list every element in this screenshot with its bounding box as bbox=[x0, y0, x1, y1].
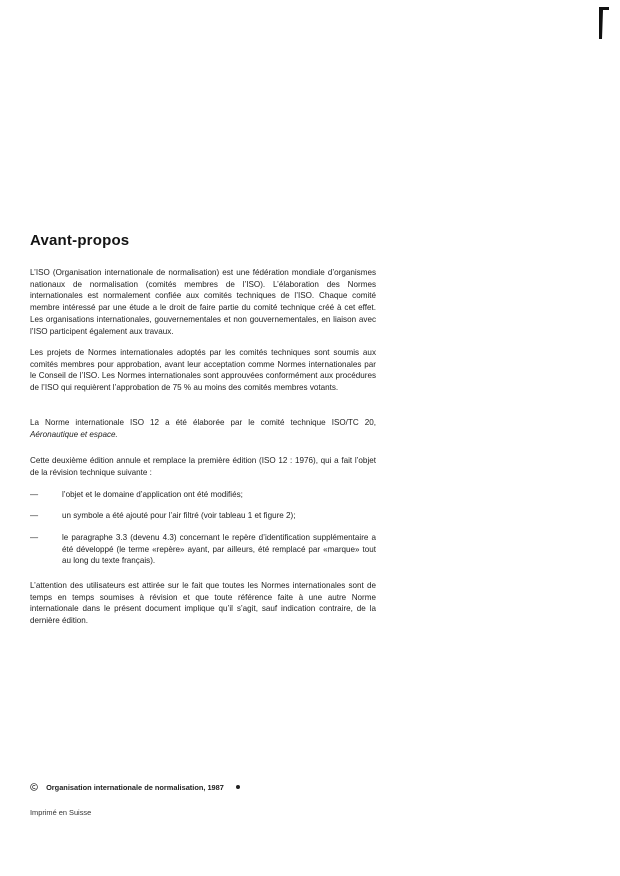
copyright-line bbox=[30, 783, 240, 792]
copyright-text: Organisation internationale de normalisation, 1987 bbox=[46, 783, 224, 792]
paragraph-attention: L’attention des utilisateurs est attirée sur le fait que toutes les Normes internationales sont de temps en temps soumises à révision et que toute référence faite à une autre Norme internationale dans le présent document implique qu’il s’agit, sauf indication contraire, de la dernière édition. bbox=[30, 581, 376, 626]
paragraph-approval: Les projets de Normes internationales adoptés par les comités techniques sont soumis aux comités membres pour approbation, avant leur acceptation comme Normes internationales par le Conseil de l’ISO. Les Normes internationales sont approuvées conformément aux procédures de l’ISO qui requièrent l’approbation de 75 % au moins des comités membres votants. bbox=[30, 348, 376, 393]
list-dash: — bbox=[30, 490, 39, 499]
paragraph-preparation-text: La Norme internationale ISO 12 a été élaborée par le comité technique ISO/TC 20, bbox=[30, 418, 376, 427]
list-dash: — bbox=[30, 533, 39, 542]
list-dash: — bbox=[30, 511, 39, 520]
list-item bbox=[30, 532, 376, 567]
printed-in-text: Imprimé en Suisse bbox=[30, 808, 92, 817]
list-item-text: un symbole a été ajouté pour l’air filtré (voir tableau 1 et figure 2); bbox=[62, 511, 296, 520]
list-item-text: le paragraphe 3.3 (devenu 4.3) concernant le repère d’identification supplémentaire a été développé (le terme «repère» ayant, par ailleurs, été remplacé par «marque» tout au long du texte français). bbox=[62, 533, 376, 566]
copyright-icon bbox=[30, 783, 38, 791]
page-title: Avant-propos bbox=[30, 232, 130, 249]
list-item bbox=[30, 489, 376, 501]
bullet-dot-icon bbox=[236, 785, 240, 789]
list-item-text: l’objet et le domaine d’application ont été modifiés; bbox=[62, 490, 243, 499]
paragraph-iso-intro: L’ISO (Organisation internationale de normalisation) est une fédération mondiale d’organismes nationaux de normalisation (comités membres de l’ISO). L’élaboration des Normes internationales est normalement confiée aux comités techniques de l’ISO. Chaque comité membre intéressé par une étude a le droit de faire partie du comité technique créé à cet effet. Les organisations internationales, gouvernementales et non gouvernementales, en liaison avec l’ISO participent également aux travaux. bbox=[30, 268, 376, 336]
paragraph-edition: Cette deuxième édition annule et remplace la première édition (ISO 12 : 1976), qui a fait l’objet de la révision technique suivante : bbox=[30, 456, 376, 477]
list-item bbox=[30, 510, 376, 522]
committee-name: Aéronautique et espace. bbox=[30, 429, 118, 439]
corner-mark-icon bbox=[598, 6, 610, 40]
paragraph-preparation bbox=[30, 417, 376, 440]
